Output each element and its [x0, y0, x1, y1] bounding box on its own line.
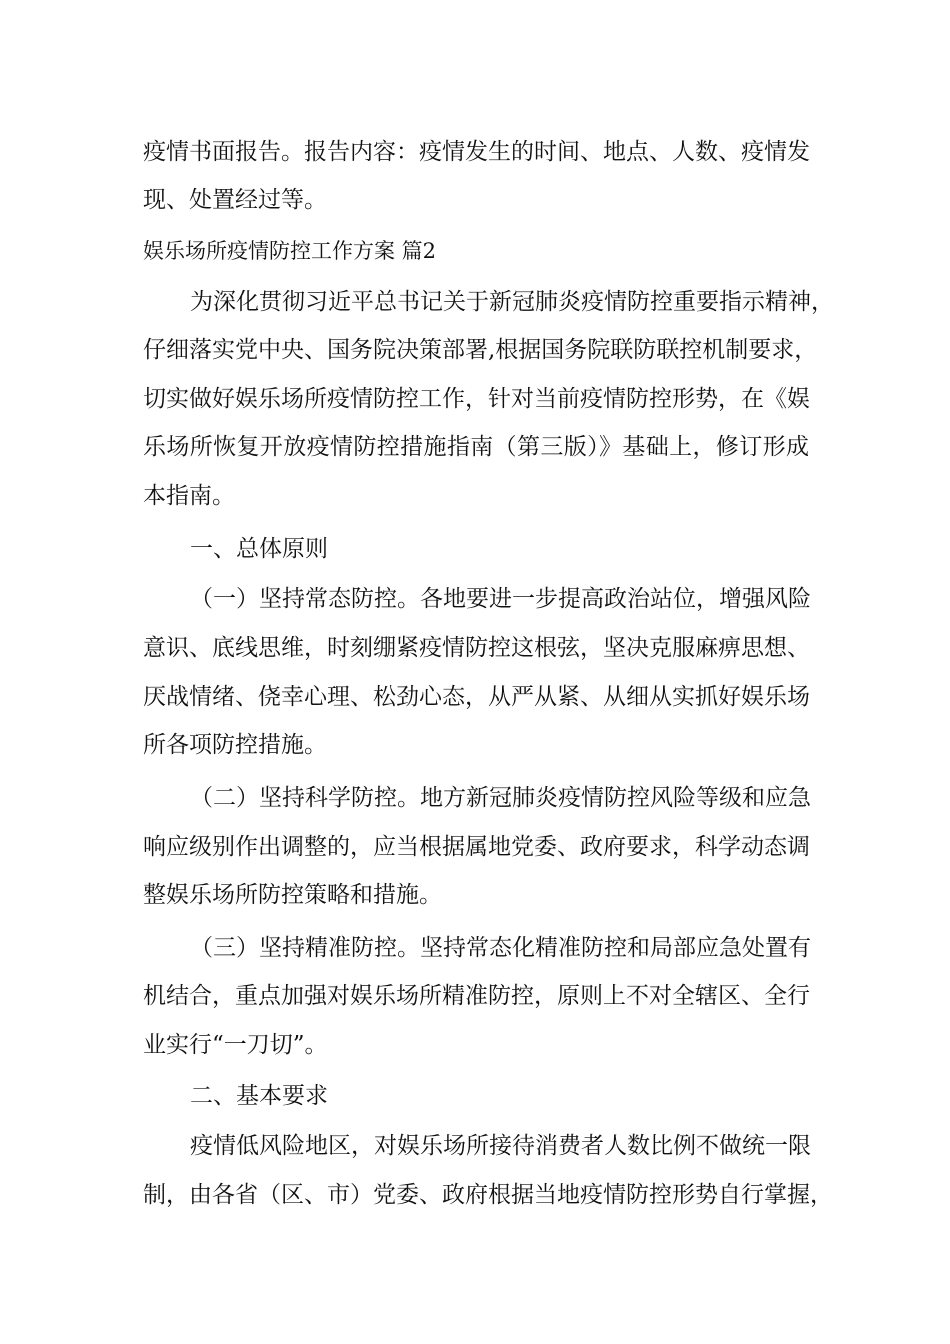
- text-line: 疫情书面报告。报告内容：疫情发生的时间、地点、人数、疫情发: [143, 139, 810, 165]
- text-line: 乐场所恢复开放疫情防控措施指南（第三版）》基础上，修订形成: [143, 434, 809, 460]
- text-line: 本指南。: [143, 483, 235, 509]
- text-line: 切实做好娱乐场所疫情防控工作，针对当前疫情防控形势，在《娱: [143, 386, 810, 412]
- text-line: 制，由各省（区、市）党委、政府根据当地疫情防控形势自行掌握，: [143, 1182, 833, 1208]
- text-line: 为深化贯彻习近平总书记关于新冠肺炎疫情防控重要指示精神，: [190, 289, 834, 315]
- text-line: 所各项防控措施。: [143, 732, 327, 758]
- text-line: （二）坚持科学防控。地方新冠肺炎疫情防控风险等级和应急: [190, 785, 811, 811]
- section-title: 娱乐场所疫情防控工作方案 篇2: [143, 239, 437, 263]
- text-line: 机结合，重点加强对娱乐场所精准防控，原则上不对全辖区、全行: [143, 983, 810, 1009]
- text-line: 响应级别作出调整的，应当根据属地党委、政府要求，科学动态调: [143, 834, 810, 860]
- text-line: 仔细落实党中央、国务院决策部署,根据国务院联防联控机制要求，: [143, 337, 818, 363]
- text-line: 意识、底线思维，时刻绷紧疫情防控这根弦，坚决克服麻痹思想、: [143, 635, 810, 661]
- text-line: 厌战情绪、侥幸心理、松劲心态，从严从紧、从细从实抓好娱乐场: [143, 684, 810, 710]
- heading-principles: 一、总体原则: [190, 536, 328, 562]
- text-line: （三）坚持精准防控。坚持常态化精准防控和局部应急处置有: [190, 935, 811, 961]
- text-line: 现、处置经过等。: [143, 187, 327, 213]
- text-line: 整娱乐场所防控策略和措施。: [143, 882, 442, 908]
- text-line: 业实行“一刀切”。: [143, 1032, 328, 1058]
- text-line: （一）坚持常态防控。各地要进一步提高政治站位，增强风险: [190, 586, 811, 612]
- heading-requirements: 二、基本要求: [190, 1083, 328, 1109]
- text-line: 疫情低风险地区，对娱乐场所接待消费者人数比例不做统一限: [190, 1133, 811, 1159]
